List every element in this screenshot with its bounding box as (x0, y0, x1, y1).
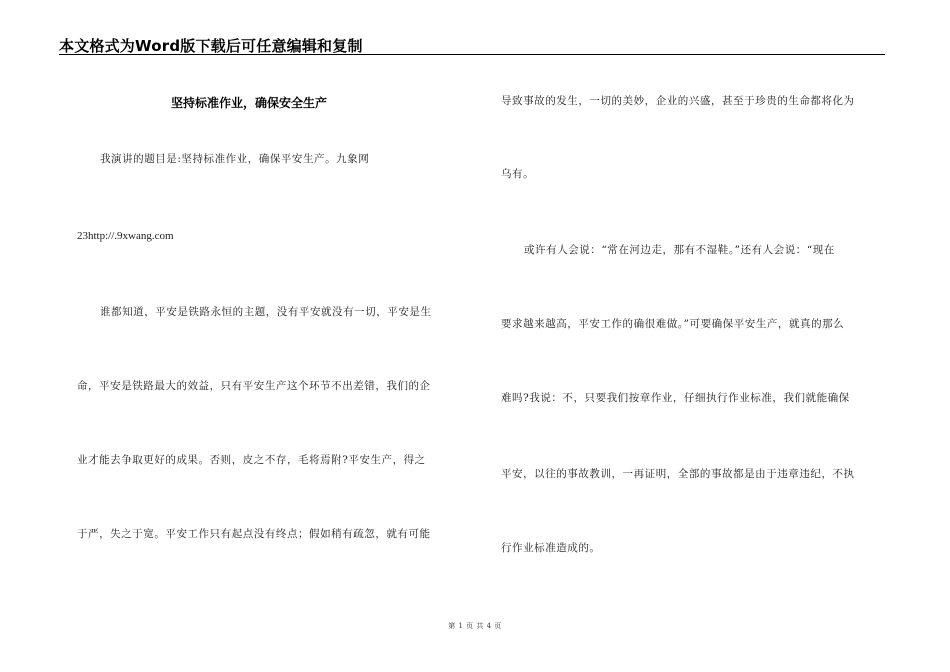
page-number: 第 1 页 共 4 页 (448, 622, 502, 630)
left-paragraph-line: 命，平安是铁路最大的效益，只有平安生产这个环节不出差错，我们的企 (77, 380, 431, 392)
left-paragraph-line-url: 23http://.9xwang.com (77, 230, 174, 242)
left-paragraph-line: 我演讲的题目是:坚持标准作业，确保平安生产。九象网 (100, 153, 370, 165)
right-paragraph-line: 难吗?我说：不，只要我们按章作业，仔细执行作业标准，我们就能确保 (501, 392, 850, 404)
document-title: 坚持标准作业，确保安全生产 (171, 96, 328, 110)
right-paragraph-line: 导致事故的发生，一切的美妙，企业的兴盛，甚至于珍贵的生命都将化为 (501, 95, 855, 107)
header-divider (59, 54, 885, 55)
right-paragraph-line: 要求越来越高，平安工作的确很难做。”可要确保平安生产，就真的那么 (501, 318, 845, 330)
right-paragraph-line: 平安，以往的事故教训，一再证明，全部的事故都是由于违章违纪，不执 (501, 468, 855, 480)
right-paragraph-line: 或许有人会说：“常在河边走，那有不湿鞋。”还有人会说：“现在 (524, 244, 835, 256)
right-paragraph-line: 乌有。 (501, 168, 535, 180)
left-paragraph-line: 于严，失之于宽。平安工作只有起点没有终点；假如稍有疏忽，就有可能 (77, 528, 431, 540)
download-banner: 本文格式为Word版下载后可任意编辑和复制 (59, 37, 363, 55)
right-paragraph-line: 行作业标准造成的。 (501, 542, 601, 554)
left-paragraph-line: 谁都知道，平安是铁路永恒的主题，没有平安就没有一切，平安是生 (100, 306, 432, 318)
left-paragraph-line: 业才能去争取更好的成果。否则，皮之不存，毛将焉附?平安生产，得之 (77, 454, 426, 466)
